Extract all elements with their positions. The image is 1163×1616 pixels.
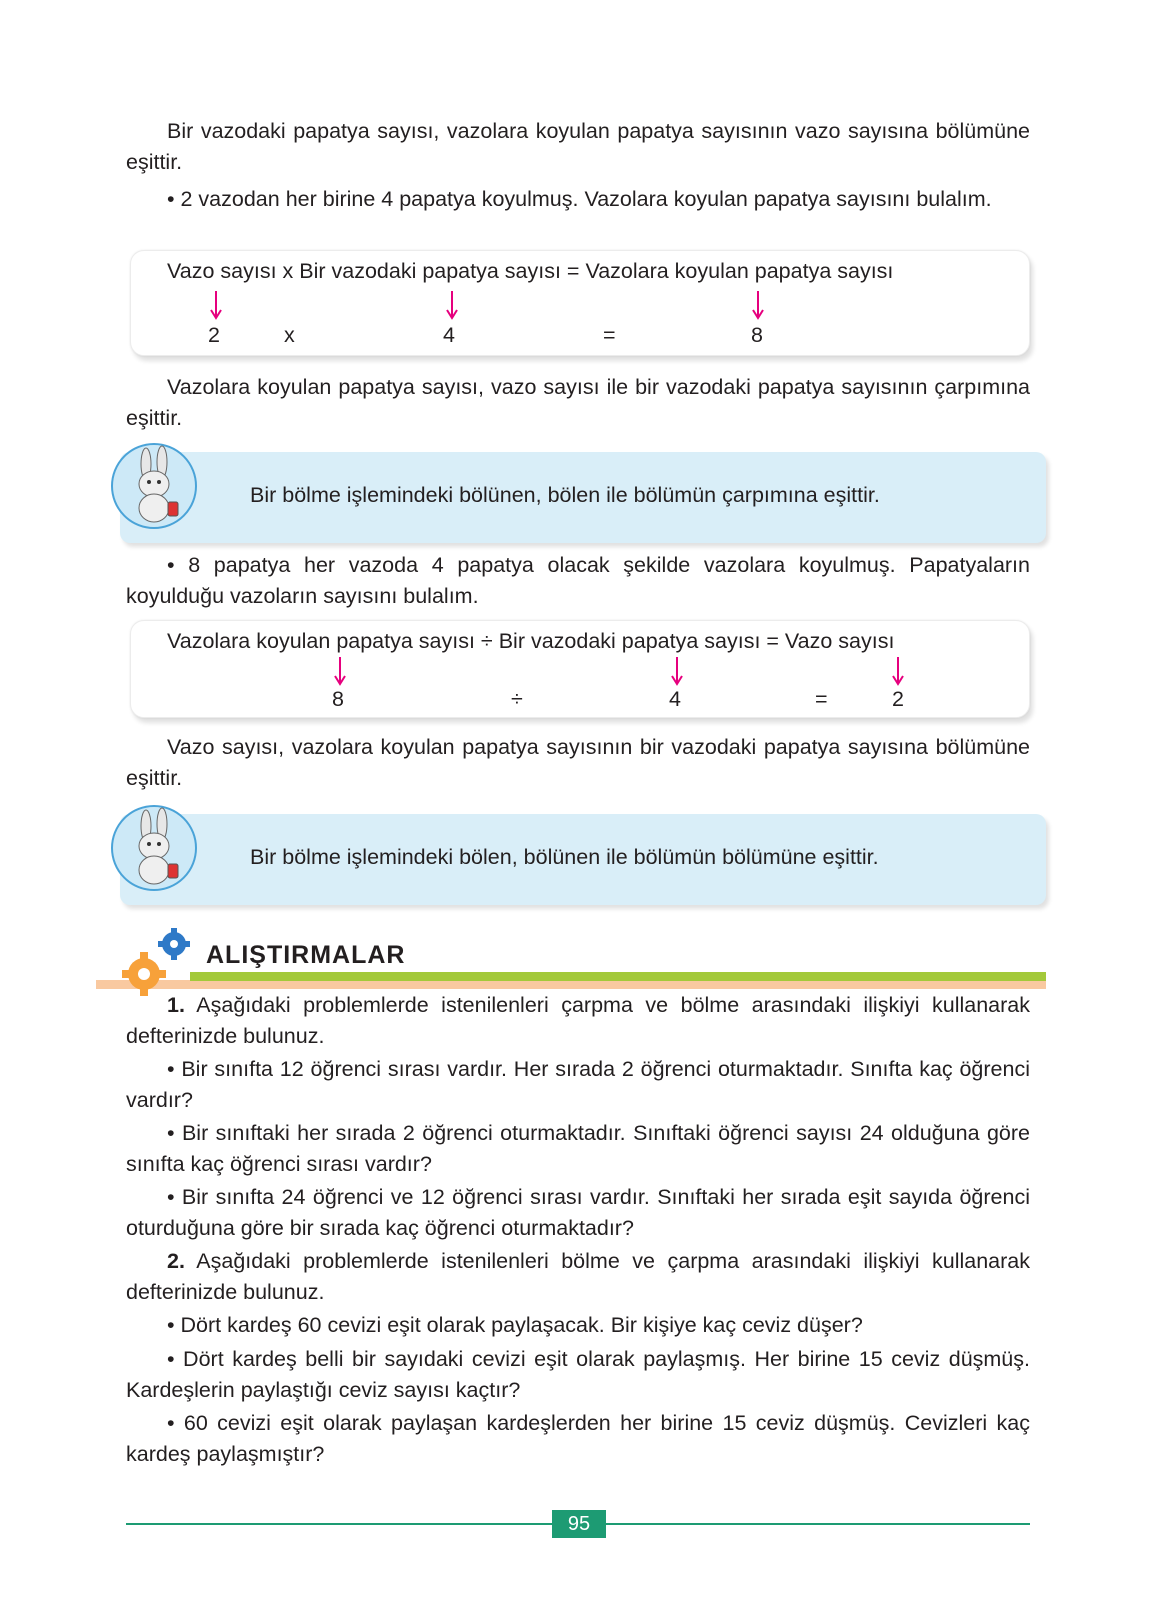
arrow-down-icon: [445, 291, 459, 321]
formula-box-multiplication: [130, 250, 1030, 356]
formula-box-division: [130, 620, 1030, 718]
formula-text: Vazolara koyulan papatya sayısı ÷ Bir vazodaki papatya sayısı = Vazo sayısı: [167, 629, 895, 653]
formula-equals: =: [815, 687, 828, 711]
bunny-icon: [110, 804, 198, 892]
paragraph-3: Vazolara koyulan papatya sayısı, vazo sayısı ile bir vazodaki papatya sayısının çarpımına eşittir.: [126, 375, 1030, 430]
question-2: [126, 1246, 1030, 1308]
question-1-item: • Bir sınıftaki her sırada 2 öğrenci oturmaktadır. Sınıftaki öğrenci sayısı 24 olduğuna göre sınıfta kaç öğrenci sırası vardır?: [126, 1121, 1030, 1176]
formula-value: 2: [208, 323, 220, 347]
question-2-item: • Dört kardeş 60 cevizi eşit olarak paylaşacak. Bir kişiye kaç ceviz düşer?: [167, 1313, 863, 1337]
footer-line-left: [126, 1523, 552, 1525]
question-1: [126, 990, 1030, 1052]
formula-value: 8: [751, 323, 763, 347]
note-text: Bir bölme işlemindeki bölen, bölünen ile bölümün bölümüne eşittir.: [250, 845, 879, 869]
bunny-icon: [110, 442, 198, 530]
question-number: 1.: [167, 993, 185, 1017]
arrow-down-icon: [209, 291, 223, 321]
formula-value: 8: [332, 687, 344, 711]
info-note-1: [120, 452, 1046, 543]
question-2-item: • 60 cevizi eşit olarak paylaşan kardeşlerden her birine 15 ceviz düşmüş. Cevizleri kaç kardeş paylaşmıştır?: [126, 1411, 1030, 1466]
question-text: Aşağıdaki problemlerde istenilenleri çarpma ve bölme arasındaki ilişkiyi kullanarak defterinizde bulunuz.: [126, 993, 1031, 1048]
question-1-item: • Bir sınıfta 24 öğrenci ve 12 öğrenci sırası vardır. Sınıftaki her sırada eşit sayıda öğrenci oturduğuna göre bir sırada kaç öğrenci oturmaktadır?: [126, 1185, 1030, 1240]
formula-text: Vazo sayısı x Bir vazodaki papatya sayısı = Vazolara koyulan papatya sayısı: [167, 259, 894, 283]
paragraph-5: Vazo sayısı, vazolara koyulan papatya sayısının bir vazodaki papatya sayısına bölümüne eşittir.: [126, 735, 1030, 790]
arrow-down-icon: [751, 291, 765, 321]
section-divider-orange: [96, 980, 1046, 989]
question-text: Aşağıdaki problemlerde istenilenleri bölme ve çarpma arasındaki ilişkiyi kullanarak defterinizde bulunuz.: [126, 1249, 1031, 1304]
arrow-down-icon: [670, 657, 684, 687]
paragraph-4: • 8 papatya her vazoda 4 papatya olacak şekilde vazolara koyulmuş. Papatyaların koyulduğu vazoların sayısını bulalım.: [126, 553, 1030, 608]
exercises-title: ALIŞTIRMALAR: [206, 941, 406, 969]
arrow-down-icon: [333, 657, 347, 687]
paragraph-2: • 2 vazodan her birine 4 papatya koyulmuş. Vazolara koyulan papatya sayısını bulalım.: [167, 187, 992, 211]
formula-equals: =: [603, 323, 616, 347]
formula-value: 2: [892, 687, 904, 711]
section-divider-green: [190, 972, 1046, 981]
paragraph-1: Bir vazodaki papatya sayısı, vazolara koyulan papatya sayısının vazo sayısına bölümüne eşittir.: [126, 119, 1030, 174]
formula-operator: ÷: [511, 687, 523, 711]
formula-value: 4: [443, 323, 455, 347]
question-1-item: • Bir sınıfta 12 öğrenci sırası vardır. Her sırada 2 öğrenci oturmaktadır. Sınıfta kaç öğrenci vardır?: [126, 1057, 1030, 1112]
question-2-item: • Dört kardeş belli bir sayıdaki cevizi eşit olarak paylaşmış. Her birine 15 ceviz düşmüş. Kardeşlerin paylaştığı ceviz sayısı kaçtır?: [126, 1347, 1030, 1402]
page-number: 95: [552, 1510, 606, 1538]
formula-value: 4: [669, 687, 681, 711]
footer-line-right: [606, 1523, 1030, 1525]
formula-operator: x: [284, 323, 295, 347]
note-text: Bir bölme işlemindeki bölünen, bölen ile bölümün çarpımına eşittir.: [250, 483, 880, 507]
info-note-2: [120, 814, 1046, 905]
question-number: 2.: [167, 1249, 185, 1273]
arrow-down-icon: [891, 657, 905, 687]
